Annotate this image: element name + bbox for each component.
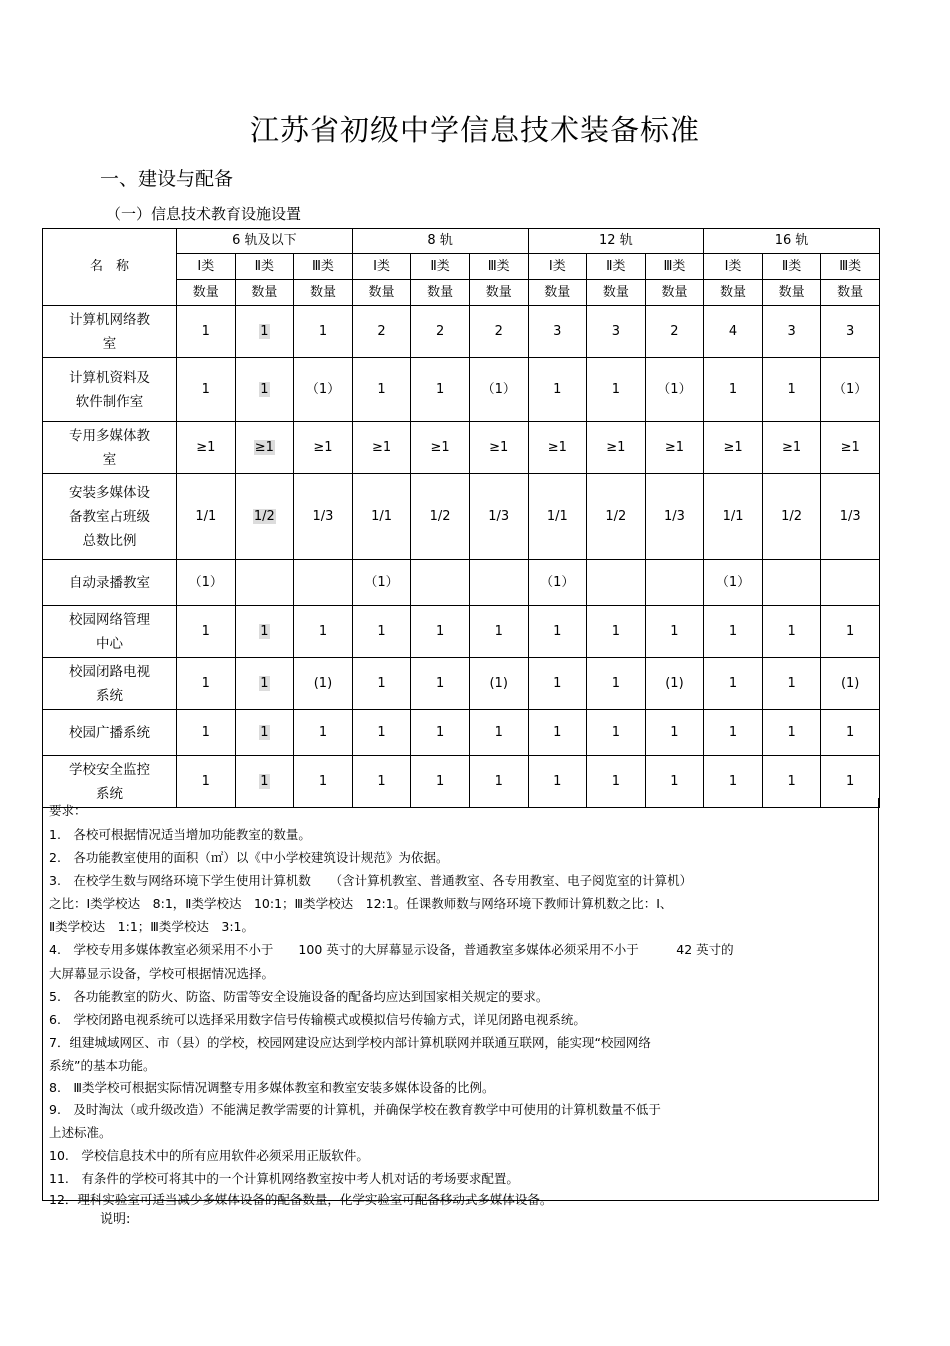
cell-value: 1 [787,724,796,740]
cell-value: ≥1 [723,439,743,455]
requirement-line: 9. 及时淘汰（或升级改造）不能满足教学需要的计算机，并确保学校在教育教学中可使用的计算机数量不低于 [49,1102,661,1117]
table-cell [469,422,528,474]
cell-value: 4 [728,323,738,339]
cell-value: 1 [201,381,210,397]
table-cell [587,710,646,756]
cell-value: ≥1 [196,439,216,455]
class-header: Ⅱ类 [411,254,470,280]
table-cell [821,474,880,560]
requirements-box [42,798,879,1207]
table-cell [704,560,763,606]
table-row [43,658,880,710]
cell-value: 3 [611,323,620,339]
cell-value: 1 [728,773,738,789]
table-cell [352,710,411,756]
requirement-line: 7．组建城域网区、市（县）的学校，校园网建设应达到学校内部计算机联网并联通互联网，能实现“校园网络 [49,1035,651,1050]
quantity-header: 数量 [645,280,704,306]
cell-value: 1/2 [605,508,627,524]
table-cell [587,422,646,474]
table-row [43,606,880,658]
table-cell [177,474,236,560]
cell-value: 1 [435,724,445,740]
cell-value: 1 [611,675,620,691]
table-row [43,710,880,756]
cell-value: 2 [377,323,386,339]
cell-value: 1 [611,773,620,789]
cell-value: 1 [435,675,445,691]
table-cell [821,422,880,474]
cell-value: （1） [188,574,223,590]
cell-value: (1) [665,675,684,691]
cell-value: 1 [787,773,796,789]
class-header: Ⅰ类 [528,254,587,280]
table-cell [177,560,236,606]
table-cell [528,658,587,710]
cell-value: 1 [201,623,210,639]
requirement-line: 6. 学校闭路电视系统可以选择采用数字信号传输模式或模拟信号传输方式，详见闭路电视系统。 [49,1012,586,1027]
cell-value: 1 [260,381,269,397]
table-cell [235,560,294,606]
quantity-header: 数量 [762,280,821,306]
row-name [43,606,177,658]
table-cell [821,710,880,756]
cell-value: ≥1 [313,439,333,455]
table-cell [411,422,470,474]
class-header: Ⅰ类 [177,254,236,280]
table-cell [587,658,646,710]
cell-value: 1/1 [722,508,744,524]
table-cell [177,606,236,658]
table-cell [645,306,704,358]
cell-value: 1 [494,724,503,740]
cell-value: 1 [318,773,328,789]
cell-value: 1 [787,381,796,397]
cell-value: 1 [377,675,386,691]
table-cell [821,306,880,358]
table-cell [352,474,411,560]
cell-value: （1） [364,574,399,590]
table-cell [645,422,704,474]
name-header: 名 称 [43,229,177,306]
class-header: Ⅰ类 [352,254,411,280]
table-cell [587,358,646,422]
cell-value: 1 [201,773,210,789]
cell-value: 1/3 [663,508,685,524]
table-cell [294,710,353,756]
cell-value: 1 [318,724,328,740]
row-name-line: 计算机资料及 [69,369,150,386]
table-cell [235,658,294,710]
cell-value: ≥1 [606,439,626,455]
quantity-header: 数量 [821,280,880,306]
table-cell [235,306,294,358]
subsection-heading: （一）信息技术教育设施设置 [106,205,302,223]
row-name-line: 计算机网络教 [69,311,150,328]
cell-value: 1 [670,773,679,789]
cell-value: 1/1 [546,508,568,524]
table-cell [587,474,646,560]
cell-value: ≥1 [371,439,392,455]
requirement-line: 10. 学校信息技术中的所有应用软件必须采用正版软件。 [49,1148,369,1163]
cell-value: 1/3 [312,508,334,524]
table-cell [587,560,646,606]
row-name-line: 室 [102,335,117,352]
cell-value: 1 [670,724,679,740]
table-cell [235,358,294,422]
row-name [43,306,177,358]
table-cell [645,358,704,422]
cell-value: 1 [435,623,445,639]
table-cell [469,560,528,606]
row-name [43,710,177,756]
table-cell [235,606,294,658]
requirement-line: 3. 在校学生数与网络环境下学生使用计算机数 （含计算机教室、普通教室、各专用教室、电子阅览室的计算机） [49,873,693,888]
cell-value: 1 [846,623,855,639]
table-cell [469,710,528,756]
quantity-header: 数量 [469,280,528,306]
table-cell [352,306,411,358]
table-cell [411,560,470,606]
table-cell [294,474,353,560]
requirement-line: 上述标准。 [49,1125,112,1140]
table-cell [645,658,704,710]
cell-value: 1/1 [371,508,392,524]
table-cell [235,710,294,756]
cell-value: 1 [260,623,269,639]
cell-value: 1/2 [429,508,451,524]
requirement-line: 大屏幕显示设备，学校可根据情况选择。 [49,966,275,981]
table-cell [469,306,528,358]
requirement-line: 11. 有条件的学校可将其中的一个计算机网络教室按中考人机对话的考场要求配置。 [49,1171,519,1186]
table-cell [352,422,411,474]
table-cell [469,474,528,560]
table-cell [294,606,353,658]
table-cell [528,422,587,474]
requirement-line: 5. 各功能教室的防火、防盗、防雷等安全设施设备的配备均应达到国家相关规定的要求。 [49,989,549,1004]
cell-value: 1 [377,623,386,639]
cell-value: 1 [377,724,386,740]
requirement-line: 12．理科实验室可适当减少多媒体设备的配备数量，化学实验室可配备移动式多媒体设备。 [49,1192,553,1207]
cell-value: 3 [787,323,796,339]
track-header: 12 轨 [528,229,704,254]
table-cell [528,306,587,358]
cell-value: 1 [728,623,738,639]
cell-value: ≥1 [254,439,274,455]
cell-value: 1 [318,323,328,339]
table-cell [704,606,763,658]
requirements-heading: 要求： [49,803,87,818]
cell-value: 1/3 [839,508,861,524]
track-header: 8 轨 [352,229,528,254]
table-cell [528,358,587,422]
row-name [43,422,177,474]
table-cell [294,658,353,710]
cell-value: (1) [489,675,508,691]
quantity-header: 数量 [294,280,353,306]
table-cell [294,560,353,606]
table-cell [294,422,353,474]
cell-value: 1 [611,724,620,740]
table-cell [821,560,880,606]
class-header: Ⅲ类 [469,254,528,280]
class-header: Ⅱ类 [235,254,294,280]
table-cell [177,658,236,710]
cell-value: ≥1 [782,439,802,455]
table-cell [821,606,880,658]
table-cell [177,422,236,474]
cell-value: 1 [377,381,386,397]
table-cell [235,474,294,560]
row-name-line: 中心 [96,635,123,652]
row-name-line: 总数比例 [82,532,137,549]
table-cell [645,474,704,560]
table-cell [762,306,821,358]
cell-value: （1） [657,381,692,397]
table-cell [762,658,821,710]
requirement-line: 系统”的基本功能。 [49,1058,156,1073]
cell-value: 1/2 [781,508,803,524]
cell-value: (1) [840,675,860,691]
cell-value: ≥1 [664,439,685,455]
cell-value: 1 [201,323,210,339]
table-row [43,474,880,560]
cell-value: 1 [435,773,445,789]
quantity-header: 数量 [235,280,294,306]
cell-value: 1 [846,724,855,740]
requirement-line: Ⅱ类学校达 1:1；Ⅲ类学校达 3:1。 [49,919,255,934]
cell-value: 1 [435,381,445,397]
cell-value: 2 [435,323,445,339]
table-cell [762,710,821,756]
table-cell [762,606,821,658]
table-row [43,560,880,606]
table-row [43,306,880,358]
table-cell [528,710,587,756]
cell-value: ≥1 [547,439,567,455]
cell-value: (1) [313,675,333,691]
cell-value: 1 [260,675,269,691]
cell-value: 1 [553,675,562,691]
cell-value: 1 [728,381,738,397]
cell-value: 1 [611,381,620,397]
row-name [43,358,177,422]
cell-value: （1） [481,381,516,397]
quantity-header: 数量 [177,280,236,306]
cell-value: 1 [494,623,503,639]
cell-value: 1 [787,675,796,691]
table-cell [294,306,353,358]
row-name-line: 系统 [96,687,123,704]
cell-value: 1 [846,773,855,789]
table-cell [411,306,470,358]
table-cell [645,560,704,606]
requirement-line: 1. 各校可根据情况适当增加功能教室的数量。 [49,827,311,842]
row-name-line: 校园广播系统 [69,724,150,741]
table-cell [411,474,470,560]
cell-value: 1 [494,773,503,789]
table-cell [528,474,587,560]
quantity-header: 数量 [411,280,470,306]
cell-value: 1 [201,675,210,691]
table-cell [762,422,821,474]
table-cell [177,710,236,756]
table-cell [704,306,763,358]
quantity-header: 数量 [704,280,763,306]
cell-value: 1 [787,623,796,639]
cell-value: 1 [728,675,738,691]
requirement-line: 2. 各功能教室使用的面积（㎡）以《中小学校建筑设计规范》为依据。 [49,850,449,865]
table-cell [352,658,411,710]
table-cell [587,606,646,658]
quantity-header: 数量 [352,280,411,306]
cell-value: 1 [377,773,386,789]
row-name [43,474,177,560]
table-cell [704,422,763,474]
cell-value: 2 [670,323,679,339]
quantity-header: 数量 [587,280,646,306]
table-cell [469,606,528,658]
requirement-line: 8. Ⅲ类学校可根据实际情况调整专用多媒体教室和教室安装多媒体设备的比例。 [49,1080,495,1095]
cell-value: 2 [494,323,503,339]
row-name-line: 室 [102,451,117,468]
table-cell [704,358,763,422]
track-header: 6 轨及以下 [177,229,353,254]
cell-value: 3 [553,323,562,339]
table-cell [821,658,880,710]
cell-value: 1 [260,773,269,789]
cell-value: 1 [318,623,328,639]
cell-value: 1 [553,623,562,639]
cell-value: 1 [611,623,620,639]
cell-value: ≥1 [430,439,450,455]
table-cell [235,422,294,474]
row-name-line: 校园网络管理 [69,611,150,628]
row-name [43,560,177,606]
track-header: 16 轨 [704,229,880,254]
row-name-line: 自动录播教室 [69,574,150,591]
table-cell [528,560,587,606]
table-cell [821,358,880,422]
cell-value: 1 [553,773,562,789]
table-cell [645,606,704,658]
table-cell [469,658,528,710]
cell-value: 1 [553,381,562,397]
table-cell [352,606,411,658]
table-cell [587,306,646,358]
table-cell [645,710,704,756]
page-title: 江苏省初级中学信息技术装备标准 [249,113,700,147]
cell-value: 1/1 [195,508,217,524]
row-name-line: 安装多媒体设 [69,484,150,501]
class-header: Ⅲ类 [294,254,353,280]
table-cell [411,606,470,658]
cell-value: （1） [305,381,341,397]
table-row [43,422,880,474]
table-cell [704,658,763,710]
table-cell [411,658,470,710]
row-name-line: 备教室占班级 [69,508,150,525]
table-cell [352,358,411,422]
class-header: Ⅱ类 [587,254,646,280]
table-cell [411,710,470,756]
cell-value: ≥1 [840,439,860,455]
table-row [43,358,880,422]
cell-value: （1） [833,381,868,397]
cell-value: 1 [260,724,269,740]
table-cell [294,358,353,422]
track-header-row [43,229,880,254]
row-name-line: 学校安全监控 [69,761,150,778]
cell-value: ≥1 [489,439,509,455]
table-cell [762,358,821,422]
table-cell [762,560,821,606]
row-name-line: 专用多媒体教 [69,427,150,444]
requirement-line: 4. 学校专用多媒体教室必须采用不小于 100 英寸的大屏幕显示设备，普通教室多媒体必须采用不小于 42 英寸的 [49,942,734,957]
table-cell [411,358,470,422]
cell-value: 1/3 [488,508,510,524]
row-name [43,658,177,710]
cell-value: 1 [260,323,269,339]
facility-table [42,228,880,808]
cell-value: 3 [846,323,855,339]
class-header: Ⅲ类 [821,254,880,280]
requirement-line: 之比：Ⅰ类学校达 8:1，Ⅱ类学校达 10:1；Ⅲ类学校达 12:1。任课教师数与网络环境下教师计算机数之比：Ⅰ、 [49,896,673,911]
table-cell [177,306,236,358]
cell-value: 1 [201,724,210,740]
table-cell [469,358,528,422]
table-cell [762,474,821,560]
quantity-header: 数量 [528,280,587,306]
table-cell [704,710,763,756]
table-cell [352,560,411,606]
table-cell [704,474,763,560]
class-header: Ⅰ类 [704,254,763,280]
table-cell [528,606,587,658]
class-header: Ⅱ类 [762,254,821,280]
cell-value: （1） [715,574,751,590]
note-label: 说明: [100,1212,131,1227]
class-header: Ⅲ类 [645,254,704,280]
cell-value: 1 [553,724,562,740]
cell-value: 1 [728,724,738,740]
row-name-line: 软件制作室 [75,393,144,410]
cell-value: 1/2 [253,508,275,524]
cell-value: 1 [670,623,679,639]
section-heading: 一、建设与配备 [100,168,234,190]
row-name-line: 校园闭路电视 [69,663,150,680]
row-name-line: 系统 [96,785,123,802]
cell-value: （1） [540,574,575,590]
table-cell [177,358,236,422]
